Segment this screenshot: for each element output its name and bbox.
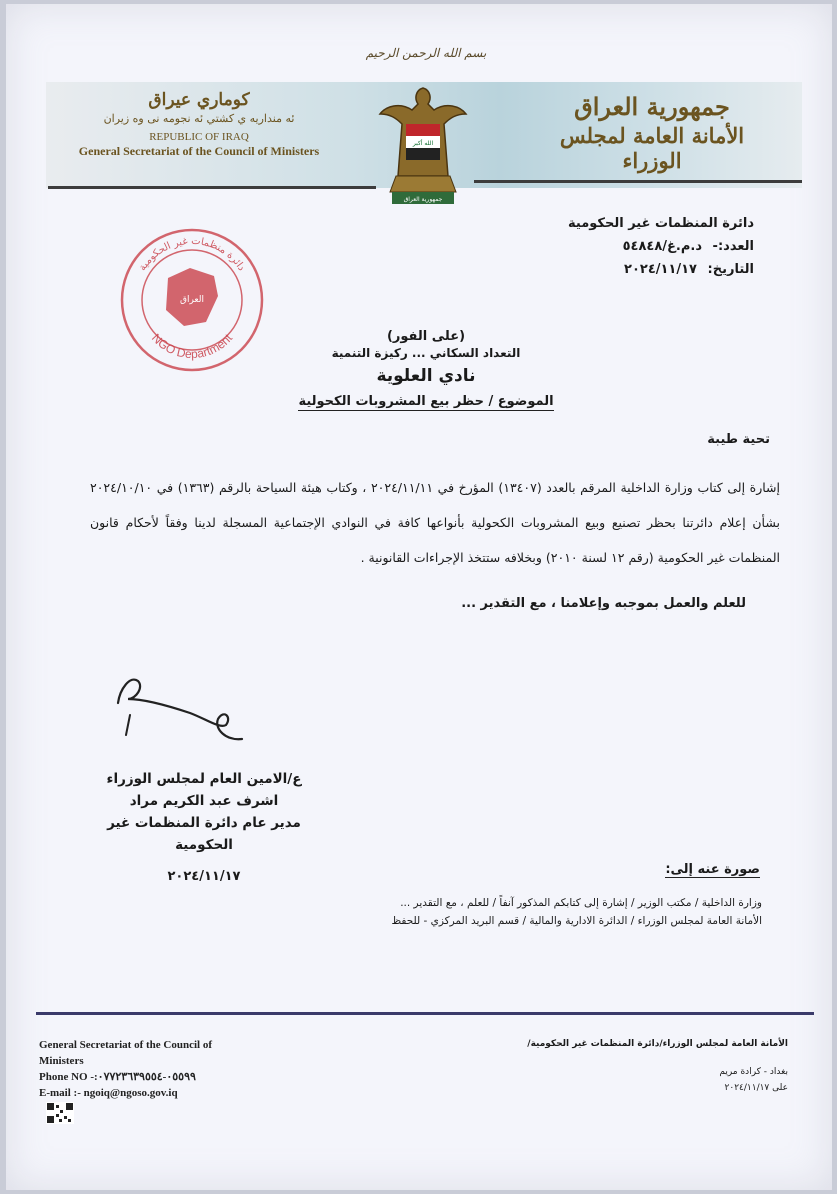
reference-date-value: ٢٠٢٤/١١/١٧	[624, 262, 697, 277]
footer-divider	[36, 1012, 814, 1015]
footer-arabic-date: على ٢٠٢٤/١١/١٧	[724, 1083, 788, 1093]
letterhead-rule-right	[474, 180, 802, 183]
census-slogan: التعداد السكاني ... ركيزة التنمية	[331, 346, 521, 360]
copies-list	[302, 894, 762, 930]
stamp-english-ring: NGO Department	[148, 330, 236, 362]
signatory-date: ٢٠٢٤/١١/١٧	[167, 869, 241, 884]
reference-date-row	[494, 262, 754, 277]
signatory-position: مدير عام دائرة المنظمات غير الحكومية	[107, 815, 301, 853]
secretariat-title-ar: الأمانة العامة لمجلس الوزراء	[559, 123, 745, 173]
qr-code-icon	[46, 1102, 74, 1124]
letter-body: إشارة إلى كتاب وزارة الداخلية المرقم بالعدد (١٣٤٠٧) المؤرخ في ٢٠٢٤/١١/١١ ، وكتاب هيئة السياحة بالرقم (١٣٦٣) في ٢٠٢٤/١٠/١٠ بشأن إعلام دائرتنا بحظر تصنيع وبيع المشروبات الكحولية بأنواعها كافة في النوادي الإجتماعية المسجلة لدينا وفقاً لأحكام قانون المنظمات غير الحكومية (رقم ١٢ لسنة ٢٠١٠) وبخلافه ستتخذ الإجراءات القانونية .	[90, 480, 780, 565]
secretariat-title-en: General Secretariat of the Council of Ministers	[78, 144, 320, 158]
emblem-motto: الله أكبر	[412, 140, 434, 147]
stamp-center: العراق	[179, 295, 205, 305]
republic-title-ar: جمهورية العراق	[574, 92, 730, 121]
addressee: نادي العلوية	[376, 366, 476, 386]
signatory-title: ع/الامين العام لمجلس الوزراء	[106, 771, 302, 787]
footer-email	[39, 1085, 279, 1101]
footer-phone-label: Phone NO	[39, 1071, 88, 1083]
footer-contact	[39, 1037, 279, 1101]
department-name: دائرة المنظمات غير الحكومية	[568, 216, 754, 231]
footer-email-value[interactable]: :- ngoiq@ngoso.gov.iq	[73, 1087, 178, 1099]
copies-item: وزارة الداخلية / مكتب الوزير / إشارة إلى كتابكم المذكور آنفاً / للعلم ، مع التقدير ...	[400, 897, 762, 909]
signatory-name: اشرف عبد الكريم مراد	[129, 793, 279, 809]
closing-line: للعلم والعمل بموجبه وإعلامنا ، مع التقدير ...	[461, 596, 746, 611]
ngo-department-stamp-icon	[118, 226, 266, 374]
footer-phone-value: -:٠٥٥٩٩-٠٧٧٢٣٦٣٩٥٥٤	[90, 1071, 196, 1083]
emblem-banner: جمهورية العراق	[403, 196, 443, 203]
footer-arabic-address: بغداد - كرادة مريم	[719, 1067, 788, 1077]
greeting: تحية طيبة	[707, 432, 770, 447]
footer-arabic	[488, 1036, 788, 1096]
republic-title-en: REPUBLIC OF IRAQ	[149, 131, 249, 143]
letter-heading	[266, 329, 586, 411]
subject-line: الموضوع / حظر بيع المشروبات الكحولية	[298, 394, 554, 409]
basmala: بسم الله الرحمن الرحيم	[365, 46, 487, 60]
footer-arabic-org: الأمانة العامة لمجلس الوزراء/دائرة المنظمات غير الحكومية/	[527, 1039, 788, 1049]
reference-date-label: التاريخ:	[707, 262, 754, 277]
letterhead-arabic	[532, 92, 772, 173]
reference-number-row	[494, 239, 754, 254]
letterhead-bilingual	[64, 90, 334, 159]
iraq-eagle-emblem-icon	[376, 84, 470, 208]
signatory-block	[96, 768, 312, 888]
republic-title-ku: كوماري عيراق	[148, 90, 250, 110]
copies-item: الأمانة العامة لمجلس الوزراء / الدائرة الادارية والمالية / قسم البريد المركزي - للحفظ	[391, 915, 762, 927]
svg-text:NGO Department	[149, 331, 236, 361]
reference-number-value: د.م.غ/٥٤٨٤٨	[622, 239, 703, 254]
letter-page	[6, 4, 832, 1190]
copies-title: صورة عنه إلى:	[665, 862, 760, 877]
urgent-note: (على الفور)	[386, 329, 466, 344]
secretariat-title-ku: ئه منداريه ي كشتي ئه نجومه نى وه زيران	[103, 112, 295, 125]
footer-org-line1: General Secretariat of the Council of	[39, 1039, 213, 1051]
footer-org-line2: Ministers	[39, 1055, 84, 1067]
reference-block	[494, 216, 754, 285]
letterhead-rule-left	[48, 186, 376, 189]
footer-phone	[39, 1069, 279, 1085]
footer-email-label: E-mail	[39, 1087, 71, 1099]
reference-number-label: العدد:-	[712, 239, 754, 254]
stamp-arabic-ring: دائرة منظمات غير الحكومية	[137, 235, 247, 274]
handwritten-signature	[106, 659, 256, 749]
